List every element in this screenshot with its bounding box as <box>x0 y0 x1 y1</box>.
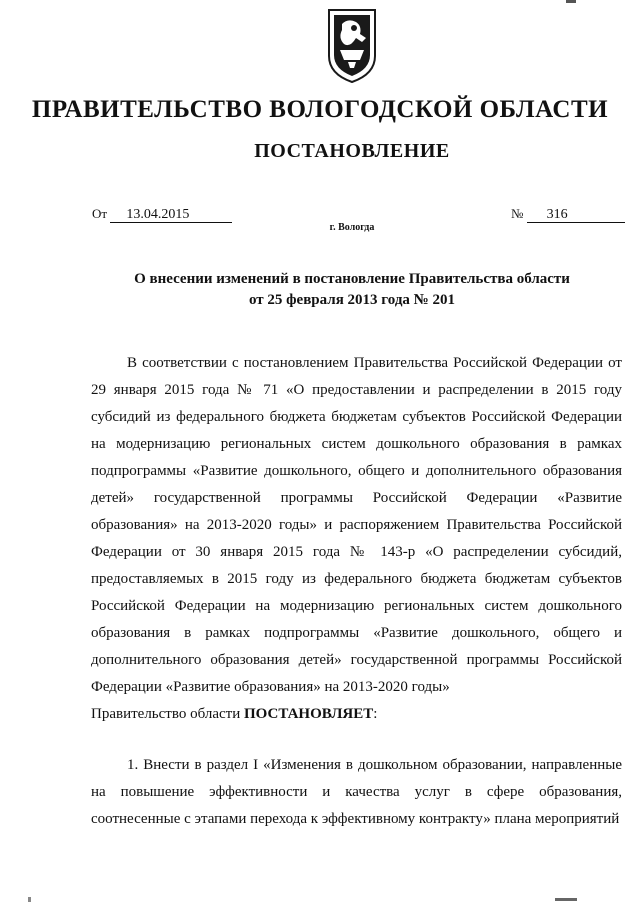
date-field: 13.04.2015 <box>110 208 232 223</box>
date-line <box>92 206 232 223</box>
resolves-suffix: : <box>373 706 378 722</box>
resolves-keyword: ПОСТАНОВЛЯЕТ <box>243 706 374 722</box>
number-prefix: № <box>511 206 524 221</box>
document-type: ПОСТАНОВЛЕНИЕ <box>254 140 450 162</box>
subject-line-2: от 25 февраля 2013 года № 201 <box>249 292 455 308</box>
number-field: 316 <box>527 208 625 223</box>
coat-of-arms-icon <box>326 4 378 84</box>
paragraph-preamble: В соответствии с постановлением Правительства Российской Федерации от 29 января 2015 года № 71 «О предоставлении и распределении в 2015 году субсидий из федерального бюджета бюджетам субъектов Российской Федерации на модернизацию региональных систем дошкольного образования в рамках подпрограммы «Развитие дошкольного, общего и дополнительного образования детей» государственной программы Российской Федерации «Развитие образования» на 2013-2020 годы» и распоряжением Правительства Российской Федерации от 30 января 2015 года № 143-р «О распределении субсидий, предоставляемых в 2015 году из федерального бюджета бюджетам субъектов Российской Федерации на модернизацию региональных систем дошкольного образования в рамках подпрограммы «Развитие дошкольного, общего и дополнительного образования детей» государственной программы Российской Федерации «Развитие образования» на 2013-2020 годы» <box>91 355 622 695</box>
number-line <box>511 206 625 223</box>
city: г. Вологда <box>329 222 375 233</box>
resolves-prefix: Правительство области <box>91 706 241 722</box>
government-title: ПРАВИТЕЛЬСТВО ВОЛОГОДСКОЙ ОБЛАСТИ <box>31 96 609 123</box>
paragraph-item-1: 1. Внести в раздел I «Изменения в дошкольном образовании, направленные на повышение эффективности и качества услуг в сфере образования, соотнесенные с этапами перехода к эффективному контракту» плана мероприятий <box>91 757 622 827</box>
scan-artifact-left <box>28 897 31 902</box>
date-prefix: От <box>92 206 108 221</box>
document-body <box>91 350 622 833</box>
subject-line-1: О внесении изменений в постановление Правительства области <box>134 271 570 287</box>
scan-artifact-bottom <box>555 898 577 901</box>
scan-artifact-top <box>566 0 576 3</box>
paragraph-resolves <box>91 701 622 728</box>
